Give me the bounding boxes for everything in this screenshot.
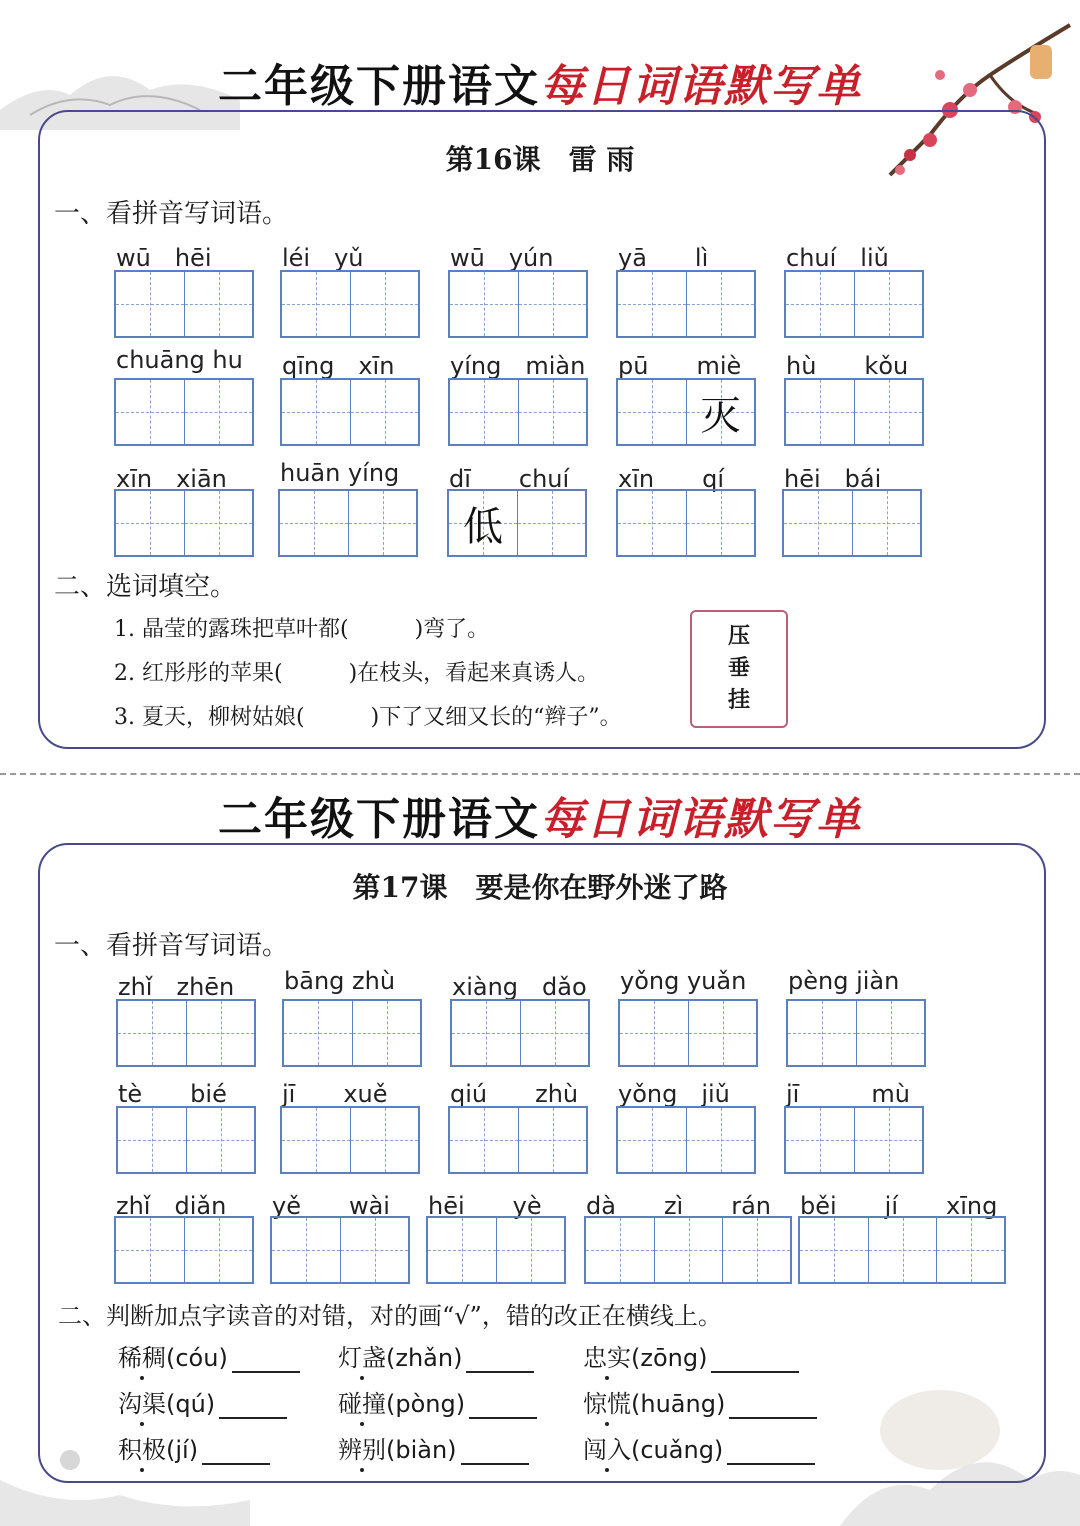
judge-pinyin: (pòng) bbox=[386, 1390, 466, 1418]
sheet1-writing-grid[interactable] bbox=[447, 489, 587, 557]
sheet2-pinyin: qiú zhù bbox=[450, 1080, 579, 1108]
tianzige-cell[interactable] bbox=[452, 1001, 520, 1065]
answer-blank-line[interactable] bbox=[461, 1443, 529, 1465]
sheet2-section1-heading: 一、看拼音写词语。 bbox=[54, 931, 289, 961]
tianzige-cell[interactable] bbox=[284, 1001, 352, 1065]
tianzige-cell[interactable] bbox=[868, 1218, 936, 1282]
tianzige-cell[interactable] bbox=[184, 380, 252, 444]
answer-blank-line[interactable] bbox=[202, 1443, 270, 1465]
tianzige-cell[interactable] bbox=[449, 491, 517, 555]
sheet1-pinyin: wū hēi bbox=[116, 244, 212, 272]
tianzige-cell[interactable] bbox=[686, 491, 754, 555]
answer-blank-line[interactable] bbox=[729, 1397, 817, 1419]
sheet2-title bbox=[0, 783, 1080, 847]
tianzige-cell[interactable] bbox=[116, 1218, 184, 1282]
judge-item bbox=[583, 1384, 817, 1419]
sheet2-title-black: 二年级下册语文 bbox=[218, 794, 540, 845]
sheet1-writing-grid[interactable] bbox=[280, 270, 420, 338]
sheet1-lesson-title: 第16课 雷 雨 bbox=[445, 143, 635, 176]
tianzige-cell[interactable] bbox=[186, 1001, 254, 1065]
tianzige-cell[interactable] bbox=[686, 380, 754, 444]
sheet1-pinyin: xīn xiān bbox=[116, 465, 227, 493]
tianzige-cell[interactable] bbox=[186, 1108, 254, 1172]
sheet1-pinyin: hù kǒu bbox=[786, 352, 909, 380]
judge-pinyin: (cóu) bbox=[166, 1344, 228, 1372]
sheet2-writing-grid[interactable] bbox=[282, 999, 422, 1067]
tianzige-cell[interactable] bbox=[428, 1218, 496, 1282]
sheet1-pinyin: hēi bái bbox=[784, 465, 882, 493]
judge-item bbox=[118, 1384, 287, 1419]
prefilled-character: 灭 bbox=[700, 392, 741, 439]
judge-word: 闯入 bbox=[583, 1436, 631, 1464]
sheet1-pinyin: dī chuí bbox=[449, 465, 570, 493]
sheet2-writing-grid[interactable] bbox=[114, 1216, 254, 1284]
sheet2-writing-grid[interactable] bbox=[270, 1216, 410, 1284]
judge-pinyin: (jí) bbox=[166, 1436, 199, 1464]
tianzige-cell[interactable] bbox=[936, 1218, 1004, 1282]
tianzige-cell[interactable] bbox=[340, 1218, 408, 1282]
tianzige-cell[interactable] bbox=[618, 1108, 686, 1172]
judge-word: 积极 bbox=[118, 1436, 166, 1464]
tianzige-cell[interactable] bbox=[280, 491, 348, 555]
judge-pinyin: (zhǎn) bbox=[386, 1344, 463, 1372]
sheet1-title bbox=[0, 50, 1080, 114]
tianzige-cell[interactable] bbox=[618, 491, 686, 555]
tianzige-cell[interactable] bbox=[722, 1218, 790, 1282]
sheet2-title-red: 每日词语默写单 bbox=[540, 794, 862, 845]
tianzige-cell[interactable] bbox=[854, 272, 922, 336]
sheet1-writing-grid[interactable] bbox=[448, 270, 588, 338]
answer-blank-line[interactable] bbox=[219, 1397, 287, 1419]
tianzige-cell[interactable] bbox=[350, 380, 418, 444]
sheet1-title-black: 二年级下册语文 bbox=[218, 61, 540, 112]
sheet2-pinyin: běi jí xīng bbox=[800, 1192, 998, 1220]
sheet2-writing-grid[interactable] bbox=[280, 1106, 420, 1174]
sheet1-pinyin: léi yǔ bbox=[282, 244, 364, 272]
judge-word: 稀稠 bbox=[118, 1344, 166, 1372]
tianzige-cell[interactable] bbox=[272, 1218, 340, 1282]
tianzige-cell[interactable] bbox=[517, 491, 585, 555]
sheet1-writing-grid[interactable] bbox=[616, 270, 756, 338]
judge-word: 忠实 bbox=[583, 1344, 631, 1372]
tianzige-cell[interactable] bbox=[800, 1218, 868, 1282]
sheet1-writing-grid[interactable] bbox=[616, 378, 756, 446]
judge-pinyin: (biàn) bbox=[386, 1436, 457, 1464]
sheet2-pinyin: zhǐ diǎn bbox=[116, 1192, 227, 1220]
sheet1-title-red: 每日词语默写单 bbox=[540, 61, 862, 112]
tianzige-cell[interactable] bbox=[348, 491, 416, 555]
tianzige-cell[interactable] bbox=[520, 1001, 588, 1065]
tianzige-cell[interactable] bbox=[352, 1001, 420, 1065]
tianzige-cell[interactable] bbox=[784, 491, 852, 555]
tianzige-cell[interactable] bbox=[620, 1001, 688, 1065]
sheet2-pinyin: bāng zhù bbox=[284, 967, 396, 995]
prefilled-character: 低 bbox=[463, 503, 503, 550]
tianzige-cell[interactable] bbox=[450, 380, 518, 444]
tianzige-cell[interactable] bbox=[118, 1001, 186, 1065]
tianzige-cell[interactable] bbox=[852, 491, 920, 555]
tianzige-cell[interactable] bbox=[686, 1108, 754, 1172]
answer-blank-line[interactable] bbox=[466, 1351, 534, 1373]
sheet2-writing-grid[interactable] bbox=[784, 1106, 924, 1174]
sheet1-question-3: 3. 夏天，柳树姑娘( )下了又细又长的“辫子”。 bbox=[114, 705, 622, 730]
sheet1-question-1: 1. 晶莹的露珠把草叶都( )弯了。 bbox=[114, 617, 490, 642]
sheet2-writing-grid[interactable] bbox=[448, 1106, 588, 1174]
sheet2-lesson-title: 第17课 要是你在野外迷了路 bbox=[352, 871, 728, 904]
judge-item bbox=[118, 1430, 270, 1465]
sheet1-writing-grid[interactable] bbox=[278, 489, 418, 557]
sheet1-pinyin: chuāng hu bbox=[116, 346, 243, 374]
tianzige-cell[interactable] bbox=[654, 1218, 722, 1282]
tianzige-cell[interactable] bbox=[518, 272, 586, 336]
sheet2-pinyin: zhǐ zhēn bbox=[118, 973, 235, 1001]
tianzige-cell[interactable] bbox=[688, 1001, 756, 1065]
choice-word-3: 挂 bbox=[727, 687, 750, 713]
tianzige-cell[interactable] bbox=[184, 1218, 252, 1282]
judge-word: 碰撞 bbox=[338, 1390, 386, 1418]
tianzige-cell[interactable] bbox=[450, 272, 518, 336]
tianzige-cell[interactable] bbox=[618, 272, 686, 336]
sheet1-pinyin: yíng miàn bbox=[450, 352, 586, 380]
sheet1-writing-grid[interactable] bbox=[280, 378, 420, 446]
sheet1-pinyin: yā lì bbox=[618, 244, 709, 272]
sheet2-pinyin: dà zì rán bbox=[586, 1192, 771, 1220]
sheet1-choice-box bbox=[690, 610, 788, 728]
sheet2-writing-grid[interactable] bbox=[584, 1216, 792, 1284]
sheet1-writing-grid[interactable] bbox=[784, 378, 924, 446]
judge-pinyin: (qú) bbox=[166, 1390, 216, 1418]
choice-word-1: 压 bbox=[727, 623, 750, 649]
tianzige-cell[interactable] bbox=[116, 272, 184, 336]
tianzige-cell[interactable] bbox=[856, 1001, 924, 1065]
sheet2-pinyin: yǒng jiǔ bbox=[618, 1080, 730, 1108]
judge-pinyin: (zōng) bbox=[631, 1344, 708, 1372]
tianzige-cell[interactable] bbox=[586, 1218, 654, 1282]
choice-word-2: 垂 bbox=[727, 655, 750, 681]
tianzige-cell[interactable] bbox=[786, 1108, 854, 1172]
sheet1-writing-grid[interactable] bbox=[616, 489, 756, 557]
tianzige-cell[interactable] bbox=[350, 1108, 418, 1172]
tianzige-cell[interactable] bbox=[786, 272, 854, 336]
sheet1-section1-heading: 一、看拼音写词语。 bbox=[54, 199, 289, 229]
sheet2-writing-grid[interactable] bbox=[618, 999, 758, 1067]
answer-blank-line[interactable] bbox=[232, 1351, 300, 1373]
sheet2-pinyin: yě wài bbox=[272, 1192, 390, 1220]
tianzige-cell[interactable] bbox=[854, 380, 922, 444]
judge-item bbox=[583, 1338, 799, 1373]
sheet1-pinyin: huān yíng bbox=[280, 459, 400, 487]
sheet1-writing-grid[interactable] bbox=[114, 378, 254, 446]
sheet2-pinyin: hēi yè bbox=[428, 1192, 542, 1220]
tianzige-cell[interactable] bbox=[854, 1108, 922, 1172]
sheet2-writing-grid[interactable] bbox=[116, 1106, 256, 1174]
sheet1-pinyin: wū yún bbox=[450, 244, 554, 272]
sheet1-writing-grid[interactable] bbox=[114, 270, 254, 338]
tianzige-cell[interactable] bbox=[786, 380, 854, 444]
sheet1-pinyin: chuí liǔ bbox=[786, 244, 889, 272]
sheet1-pinyin: pū miè bbox=[618, 352, 742, 380]
sheet2-pinyin: tè bié bbox=[118, 1080, 227, 1108]
judge-item bbox=[118, 1338, 300, 1373]
answer-blank-line[interactable] bbox=[727, 1443, 815, 1465]
judge-word: 沟渠 bbox=[118, 1390, 166, 1418]
judge-word: 惊慌 bbox=[583, 1390, 631, 1418]
sheet1-section2-heading: 二、选词填空。 bbox=[54, 572, 237, 602]
tianzige-cell[interactable] bbox=[518, 1108, 586, 1172]
tianzige-cell[interactable] bbox=[282, 272, 350, 336]
tianzige-cell[interactable] bbox=[116, 491, 184, 555]
judge-item bbox=[583, 1430, 815, 1465]
sheet2-section2-heading: 二、判断加点字读音的对错，对的画“√”，错的改正在横线上。 bbox=[58, 1302, 722, 1330]
tianzige-cell[interactable] bbox=[686, 272, 754, 336]
tianzige-cell[interactable] bbox=[618, 380, 686, 444]
sheet1-writing-grid[interactable] bbox=[448, 378, 588, 446]
tianzige-cell[interactable] bbox=[282, 380, 350, 444]
sheet1-writing-grid[interactable] bbox=[114, 489, 254, 557]
tianzige-cell[interactable] bbox=[496, 1218, 564, 1282]
tianzige-cell[interactable] bbox=[118, 1108, 186, 1172]
sheet1-pinyin: xīn qí bbox=[618, 465, 724, 493]
sheet2-writing-grid[interactable] bbox=[616, 1106, 756, 1174]
sheet2-writing-grid[interactable] bbox=[786, 999, 926, 1067]
sheet2-writing-grid[interactable] bbox=[798, 1216, 1006, 1284]
judge-word: 灯盏 bbox=[338, 1344, 386, 1372]
sheet2-pinyin: jī mù bbox=[786, 1080, 910, 1108]
tianzige-cell[interactable] bbox=[184, 491, 252, 555]
judge-pinyin: (cuǎng) bbox=[631, 1436, 724, 1464]
judge-pinyin: (huāng) bbox=[631, 1390, 726, 1418]
sheet1-question-2: 2. 红彤彤的苹果( )在枝头，看起来真诱人。 bbox=[114, 661, 600, 686]
sheet2-pinyin: xiàng dǎo bbox=[452, 973, 587, 1001]
sheet1-pinyin: qīng xīn bbox=[282, 352, 395, 380]
cut-line-divider bbox=[0, 773, 1080, 775]
tianzige-cell[interactable] bbox=[450, 1108, 518, 1172]
tianzige-cell[interactable] bbox=[184, 272, 252, 336]
tianzige-cell[interactable] bbox=[518, 380, 586, 444]
sheet2-pinyin: yǒng yuǎn bbox=[620, 967, 747, 995]
judge-item bbox=[338, 1384, 537, 1419]
tianzige-cell[interactable] bbox=[282, 1108, 350, 1172]
judge-word: 辨别 bbox=[338, 1436, 386, 1464]
judge-item bbox=[338, 1338, 534, 1373]
answer-blank-line[interactable] bbox=[711, 1351, 799, 1373]
sheet2-pinyin: pèng jiàn bbox=[788, 967, 900, 995]
tianzige-cell[interactable] bbox=[350, 272, 418, 336]
tianzige-cell[interactable] bbox=[116, 380, 184, 444]
judge-item bbox=[338, 1430, 529, 1465]
sheet2-pinyin: jī xuě bbox=[282, 1080, 388, 1108]
sheet2-writing-grid[interactable] bbox=[116, 999, 256, 1067]
sheet1-writing-grid[interactable] bbox=[782, 489, 922, 557]
sheet2-writing-grid[interactable] bbox=[450, 999, 590, 1067]
answer-blank-line[interactable] bbox=[469, 1397, 537, 1419]
tianzige-cell[interactable] bbox=[788, 1001, 856, 1065]
sheet1-writing-grid[interactable] bbox=[784, 270, 924, 338]
sheet2-writing-grid[interactable] bbox=[426, 1216, 566, 1284]
